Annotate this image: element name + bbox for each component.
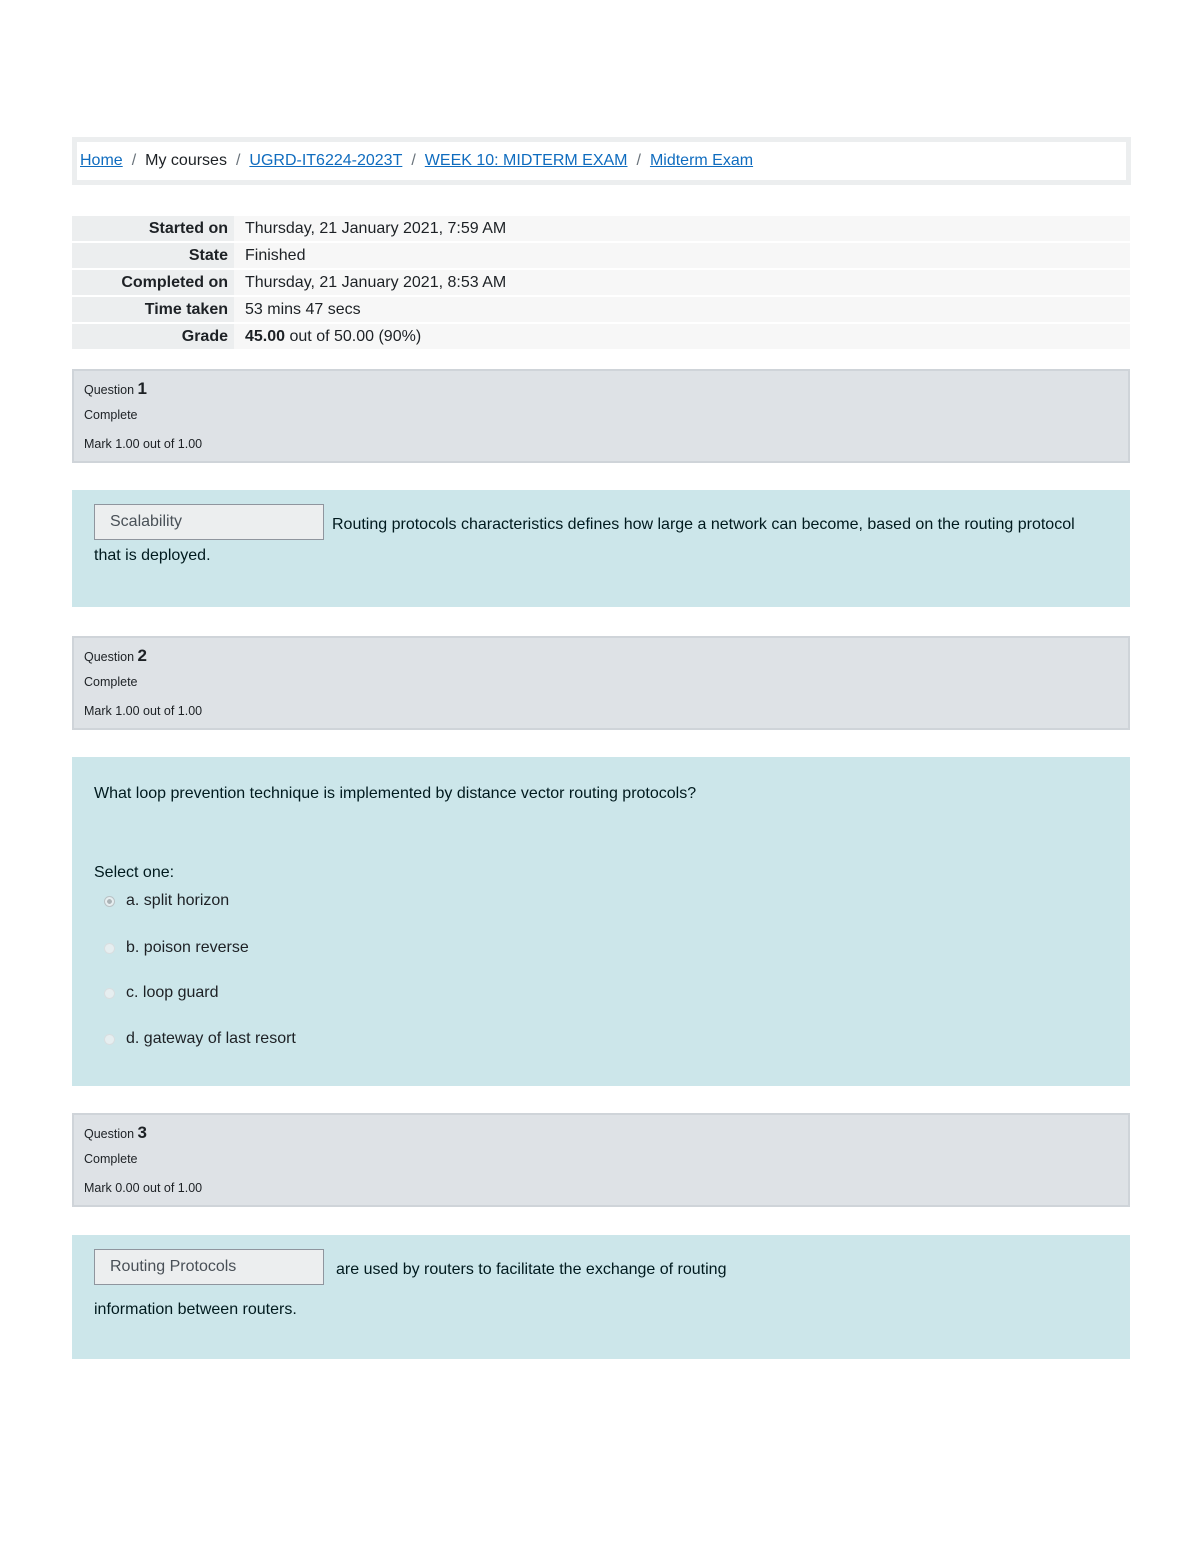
breadcrumb-home-link[interactable]: Home: [80, 152, 123, 169]
option-a-label: a. split horizon: [126, 892, 230, 909]
breadcrumb-separator: /: [636, 152, 641, 169]
question-1-text-line1: Routing protocols characteristics defines how large a network can become, based on the routing protocol: [332, 516, 1075, 533]
state-value: Finished: [234, 243, 1130, 268]
breadcrumb-separator: /: [411, 152, 416, 169]
question-3-text-line2: information between routers.: [94, 1301, 297, 1318]
summary-row-time: [72, 297, 1130, 322]
attempt-summary-table: [72, 214, 1130, 351]
question-label: Question: [84, 650, 135, 664]
question-number-value: 2: [137, 646, 147, 665]
question-state: Complete: [84, 675, 138, 689]
grade-value: [234, 324, 1130, 349]
question-2-info: [72, 636, 1130, 730]
summary-row-started: [72, 216, 1130, 241]
option-a[interactable]: [104, 892, 229, 910]
option-c[interactable]: [104, 984, 219, 1002]
question-label: Question: [84, 383, 135, 397]
question-1-text-line2: that is deployed.: [94, 547, 211, 564]
radio-icon[interactable]: [104, 988, 115, 999]
time-taken-value: 53 mins 47 secs: [234, 297, 1130, 322]
question-1-formulation: [72, 490, 1130, 607]
completed-on-label: Completed on: [72, 270, 234, 295]
state-label: State: [72, 243, 234, 268]
summary-row-grade: [72, 324, 1130, 349]
question-state: Complete: [84, 408, 138, 422]
question-number-value: 3: [137, 1123, 147, 1142]
question-1-info: [72, 369, 1130, 463]
question-state: Complete: [84, 1152, 138, 1166]
radio-icon[interactable]: [104, 1034, 115, 1045]
question-number: [84, 379, 147, 399]
option-b[interactable]: [104, 939, 249, 957]
question-3-formulation: [72, 1235, 1130, 1359]
question-3-answer-field[interactable]: Routing Protocols: [94, 1249, 324, 1285]
question-number-value: 1: [137, 379, 147, 398]
breadcrumb-my-courses: My courses: [145, 152, 227, 169]
started-on-value: Thursday, 21 January 2021, 7:59 AM: [234, 216, 1130, 241]
breadcrumb-separator: /: [235, 152, 241, 169]
option-d-label: d. gateway of last resort: [126, 1030, 296, 1047]
radio-icon[interactable]: [104, 943, 115, 954]
breadcrumb-course-link[interactable]: UGRD-IT6224-2023T: [249, 152, 403, 169]
option-c-label: c. loop guard: [126, 984, 219, 1001]
breadcrumb-week-link[interactable]: WEEK 10: MIDTERM EXAM: [424, 152, 628, 169]
time-taken-label: Time taken: [72, 297, 234, 322]
grade-out-of: out of 50.00 (90%): [289, 327, 422, 345]
breadcrumb-separator: /: [131, 152, 137, 169]
completed-on-value: Thursday, 21 January 2021, 8:53 AM: [234, 270, 1130, 295]
question-label: Question: [84, 1127, 135, 1141]
question-3-text-line1: are used by routers to facilitate the exchange of routing: [336, 1261, 727, 1278]
radio-checked-icon[interactable]: [104, 896, 115, 907]
question-number: [84, 1123, 147, 1143]
started-on-label: Started on: [72, 216, 234, 241]
breadcrumb: [72, 137, 1131, 185]
question-1-answer-field[interactable]: Scalability: [94, 504, 324, 540]
grade-score: 45.00: [245, 327, 286, 345]
question-2-text: What loop prevention technique is implemented by distance vector routing protocols?: [94, 785, 697, 802]
question-mark: Mark 0.00 out of 1.00: [84, 1181, 203, 1195]
question-number: [84, 646, 147, 666]
select-one-prompt: Select one:: [94, 864, 175, 881]
option-b-label: b. poison reverse: [126, 939, 249, 956]
breadcrumb-exam-link[interactable]: Midterm Exam: [649, 152, 754, 169]
question-mark: Mark 1.00 out of 1.00: [84, 437, 203, 451]
summary-row-completed: [72, 270, 1130, 295]
option-d[interactable]: [104, 1030, 296, 1048]
grade-label: Grade: [72, 324, 234, 349]
summary-row-state: [72, 243, 1130, 268]
question-mark: Mark 1.00 out of 1.00: [84, 704, 203, 718]
question-3-info: [72, 1113, 1130, 1207]
